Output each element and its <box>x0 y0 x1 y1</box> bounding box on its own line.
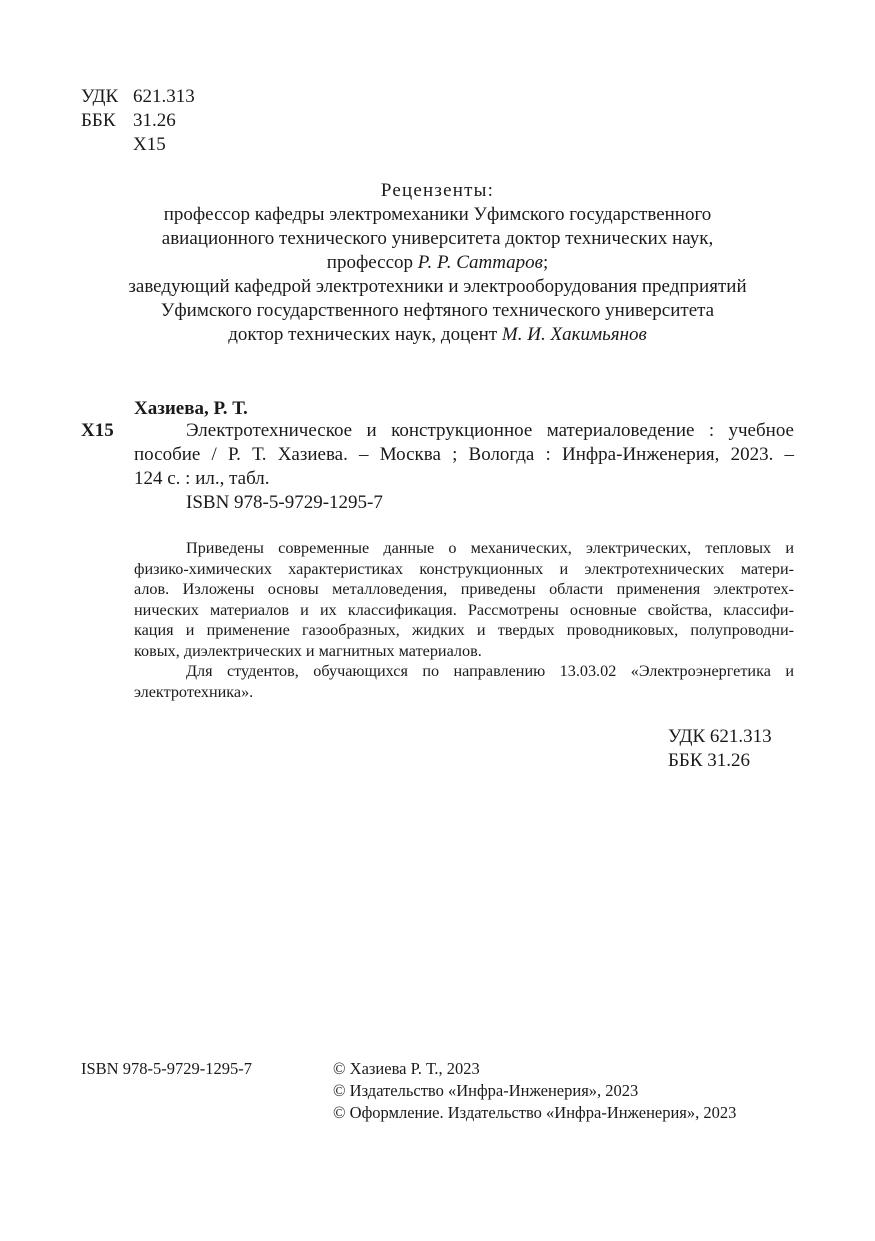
annotation-p1-line-6: ковых, диэлектрических и магнитных материалов. <box>134 641 482 660</box>
reviewer-1-name: Р. Р. Саттаров <box>417 252 543 273</box>
reviewer-2-position: доктор технических наук, доцент <box>228 324 502 345</box>
author-sign-row <box>81 133 166 157</box>
reviewer-2-name: М. И. Хакимьянов <box>501 324 647 345</box>
annotation-p1-line-2: физико-химических характеристиках конструкционных и электротехнических матери- <box>134 559 794 578</box>
udk-bottom: УДК 621.313 <box>668 726 772 747</box>
bbk-label: ББК <box>81 110 116 131</box>
annotation-p1-line-5: кация и применение газообразных, жидких и твердых проводниковых, полупроводни- <box>134 621 794 639</box>
udk-value: 621.313 <box>133 86 195 107</box>
bbk-row <box>81 109 176 133</box>
bib-record <box>134 419 794 515</box>
annotation-p1-line-1: Приведены современные данные о механических, электрических, тепловых и <box>186 539 794 557</box>
annotation-p2-line-2: электротехника». <box>134 682 254 701</box>
reviewer-1-line-3 <box>60 251 815 275</box>
reviewer-2-line-1: заведующий кафедрой электротехники и электрооборудования предприятий <box>128 276 747 297</box>
copyright-design: © Оформление. Издательство «Инфра-Инженерия», 2023 <box>333 1103 737 1122</box>
bib-isbn: ISBN 978-5-9729-1295-7 <box>186 492 383 513</box>
copyright-author: © Хазиева Р. Т., 2023 <box>333 1059 480 1078</box>
annotation-p1-line-4: нических материалов и их классификация. Рассмотрены основные свойства, классифи- <box>134 600 794 619</box>
annotation <box>134 538 794 702</box>
bbk-bottom: ББК 31.26 <box>668 750 750 771</box>
reviewer-1-line-2: авиационного технического университета доктор технических наук, <box>161 228 714 249</box>
bib-line-1: Электротехническое и конструкционное материаловедение : учебное <box>186 420 794 441</box>
reviewer-1-position: профессор <box>326 252 418 273</box>
bib-code: Х15 <box>81 420 114 441</box>
reviewer-1-semicolon: ; <box>542 252 549 273</box>
annotation-p2-line-1: Для студентов, обучающихся по направлению 13.03.02 «Электроэнергетика и <box>186 662 794 680</box>
bib-line-2: пособие / Р. Т. Хазиева. – Москва ; Вологда : Инфра-Инженерия, 2023. – <box>134 444 794 465</box>
reviewer-2-line-3 <box>60 323 815 347</box>
annotation-p1-line-3: алов. Изложены основы металловедения, приведены области применения электротех- <box>134 580 794 598</box>
reviewer-1-line-1: профессор кафедры электромеханики Уфимского государственного <box>163 204 712 225</box>
bbk-value: 31.26 <box>133 110 176 131</box>
bib-line-3: 124 с. : ил., табл. <box>134 468 270 489</box>
udk-row <box>81 85 195 109</box>
udk-label: УДК <box>81 86 119 107</box>
copyright-publisher: © Издательство «Инфра-Инженерия», 2023 <box>333 1081 639 1100</box>
author-sign: Х15 <box>133 134 166 155</box>
bib-author: Хазиева, Р. Т. <box>134 398 248 419</box>
reviewers-title: Рецензенты: <box>380 180 495 201</box>
footer-isbn: ISBN 978-5-9729-1295-7 <box>81 1059 252 1078</box>
reviewer-2-line-2: Уфимского государственного нефтяного технического университета <box>160 300 715 321</box>
reviewers-block <box>60 179 815 347</box>
